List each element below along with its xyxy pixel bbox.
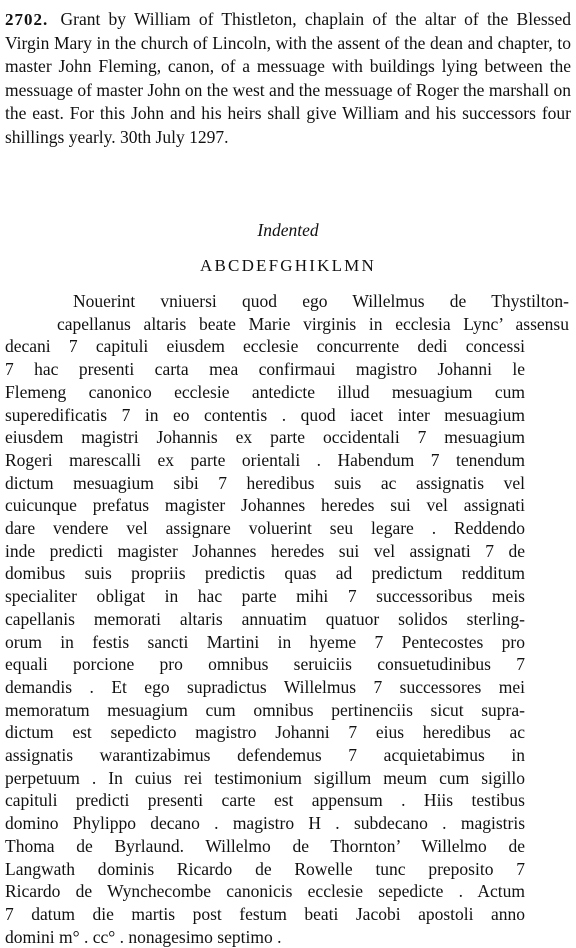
charter-line: demandis . Et ego supradictus Willelmus 7 successores mei xyxy=(5,676,525,697)
charter-line: 7 hac presenti carta mea confirmaui magistro Johanni le xyxy=(5,359,525,380)
charter-line: cuicunque prefatus magister Johannes heredes sui vel assignati xyxy=(5,495,525,516)
charter-line: orum in festis sancti Martini in hyeme 7 Pentecostes pro xyxy=(5,631,525,652)
charter-line: decani 7 capituli eiusdem ecclesie concurrente dedi concessi xyxy=(5,336,525,357)
charter-line: dare vendere vel assignare voluerint seu legare . Reddendo xyxy=(5,518,525,539)
charter-line: assignatis warantizabimus defendemus 7 acquietabimus in xyxy=(5,745,525,766)
charter-line: dictum mesuagium sibi 7 heredibus suis ac assignatis vel xyxy=(5,472,525,493)
charter-line: memoratum mesuagium cum omnibus pertinenciis sicut supra- xyxy=(5,699,525,720)
charter-line: Rogeri marescalli ex parte orientali . Habendum 7 tenendum xyxy=(5,449,525,470)
charter-line: capituli predicti presenti carte est appensum . Hiis testibus xyxy=(5,790,525,811)
charter-line: perpetuum . In cuius rei testimonium sigillum meum cum sigillo xyxy=(5,767,525,788)
charter-line: capellanis memorati altaris annuatim quatuor solidos sterling- xyxy=(5,608,525,629)
charter-line: Ricardo de Wynchecombe canonicis ecclesie sepedicte . Actum xyxy=(5,881,525,902)
charter-line: equali porcione pro omnibus seruiciis consuetudinibus 7 xyxy=(5,654,525,675)
charter-line: domini m° . cc° . nonagesimo septimo . xyxy=(5,926,282,947)
charter-line: Flemeng canonico ecclesie antedicte illud mesuagium cum xyxy=(5,381,525,402)
entry-summary xyxy=(5,8,571,150)
charter-line: specialiter obligat in hac parte mihi 7 successoribus meis xyxy=(5,586,525,607)
chirograph-letters: ABCDEFGHIKLMN xyxy=(200,256,376,275)
charter-line: dictum est sepedicto magistro Johanni 7 eius heredibus ac xyxy=(5,722,525,743)
charter-line: eiusdem magistri Johannis ex parte occidentali 7 mesuagium xyxy=(5,427,525,448)
charter-line: 7 datum die martis post festum beati Jacobi apostoli anno xyxy=(5,903,525,924)
charter-line: capellanus altaris beate Marie virginis in ecclesia Lync’ assensu xyxy=(57,313,569,334)
charter-line: superedificatis 7 in eo contentis . quod iacet inter mesuagium xyxy=(5,404,525,425)
charter-line: inde predicti magister Johannes heredes sui vel assignati 7 de xyxy=(5,540,525,561)
charter-line: Thoma de Byrlaund. Willelmo de Thornton’ Willelmo de xyxy=(5,835,525,856)
entry-number: 2702. xyxy=(5,10,49,29)
charter-text xyxy=(5,290,573,948)
charter-line: Langwath dominis Ricardo de Rowelle tunc preposito 7 xyxy=(5,858,525,879)
charter-line: Nouerint vniuersi quod ego Willelmus de Thystilton- xyxy=(73,291,569,311)
charter-line: domibus suis propriis predictis quas ad predictum redditum xyxy=(5,563,525,584)
charter-line: domino Phylippo decano . magistro H . subdecano . magistris xyxy=(5,813,525,834)
entry-summary-text: Grant by William of Thistleton, chaplain of the altar of the Blessed Virgin Mary in the church of Lincoln, with the assent of the dean and chapter, to master John Fleming, canon, of a messuage with buildings lying between the messuage of master John on the west and the messuage of Roger the marshall on the east. For this John and his heirs shall give William and his successors four shillings yearly. 30th July 1297. xyxy=(5,9,571,147)
indented-label: Indented xyxy=(257,220,319,240)
